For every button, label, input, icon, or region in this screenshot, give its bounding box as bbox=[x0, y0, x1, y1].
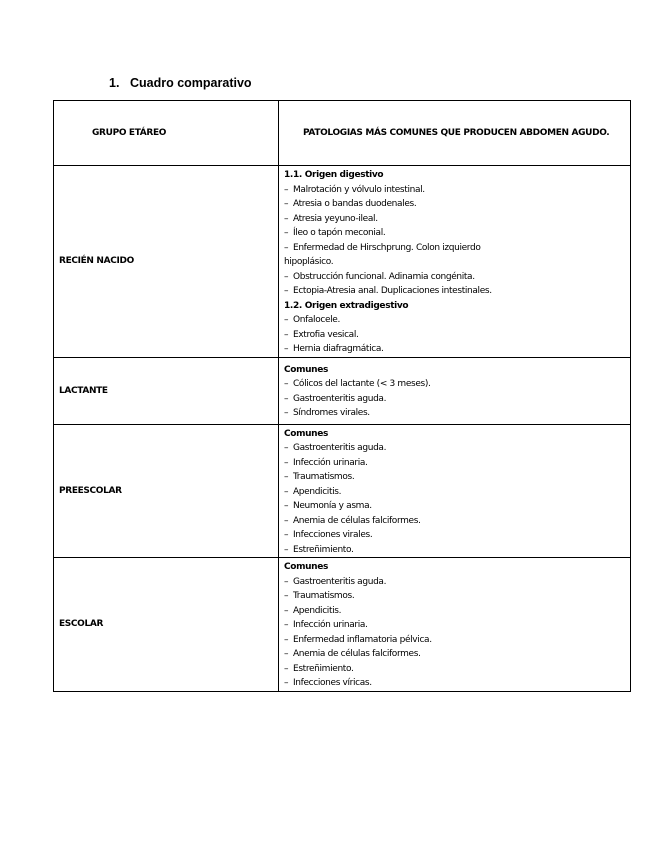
list-item-text: Anemia de células falciformes. bbox=[292, 515, 421, 526]
dash-bullet: – bbox=[283, 472, 289, 482]
age-group-cell: LACTANTE bbox=[54, 357, 279, 424]
subheading bbox=[284, 427, 627, 442]
list-item bbox=[284, 406, 627, 421]
list-item-text: Extrofia vesical. bbox=[292, 329, 359, 340]
dash-bullet: – bbox=[283, 271, 289, 282]
list-item bbox=[284, 197, 627, 212]
list-item-text: Comunes bbox=[283, 562, 328, 572]
dash-bullet: – bbox=[283, 620, 289, 630]
list-item bbox=[284, 662, 627, 677]
dash-bullet: – bbox=[283, 591, 289, 601]
subheading bbox=[284, 299, 627, 314]
list-item-text: Enfermedad inflamatoria pélvica. bbox=[292, 634, 432, 645]
list-item-text: 1.2. Origen extradigestivo bbox=[283, 300, 409, 311]
list-item bbox=[284, 676, 627, 691]
list-item bbox=[284, 241, 627, 256]
list-item bbox=[284, 528, 627, 543]
list-item-text: Traumatismos. bbox=[292, 591, 355, 601]
list-item bbox=[284, 499, 627, 514]
list-item-text: Comunes bbox=[283, 428, 328, 439]
list-item bbox=[284, 604, 627, 619]
table-row bbox=[54, 558, 631, 692]
table-row bbox=[54, 357, 631, 424]
section-title: Cuadro comparativo bbox=[130, 76, 252, 90]
dash-bullet: – bbox=[283, 199, 289, 209]
list-item-text: Atresia o bandas duodenales. bbox=[292, 199, 417, 209]
list-item-text: Íleo o tapón meconial. bbox=[292, 228, 386, 238]
list-item-text: Infección urinaria. bbox=[292, 620, 368, 630]
list-item-text: Ectopia-Atresia anal. Duplicaciones intestinales. bbox=[292, 286, 492, 296]
list-item bbox=[284, 470, 627, 485]
age-group-cell: ESCOLAR bbox=[54, 558, 279, 692]
list-item-text: Atresia yeyuno-ileal. bbox=[292, 213, 378, 224]
list-item bbox=[284, 226, 627, 241]
dash-bullet: – bbox=[283, 544, 289, 555]
list-item bbox=[284, 342, 627, 357]
list-item bbox=[284, 328, 627, 343]
list-item-text: Gastroenteritis aguda. bbox=[292, 393, 387, 404]
list-item-text: Obstrucción funcional. Adinamia congénita. bbox=[292, 271, 475, 282]
dash-bullet: – bbox=[283, 184, 289, 195]
section-heading bbox=[109, 76, 252, 90]
pathologies-cell bbox=[278, 357, 630, 424]
list-item-text: Gastroenteritis aguda. bbox=[292, 576, 387, 587]
dash-bullet: – bbox=[283, 457, 289, 468]
list-item bbox=[284, 514, 627, 529]
list-item-text: Cólicos del lactante (< 3 meses). bbox=[292, 379, 431, 389]
pathologies-cell bbox=[278, 424, 630, 558]
subheading bbox=[284, 168, 627, 183]
dash-bullet: – bbox=[283, 213, 289, 224]
list-item-text: Neumonía y asma. bbox=[292, 501, 372, 511]
list-item-text: Infecciones virales. bbox=[292, 530, 373, 540]
dash-bullet: – bbox=[283, 228, 289, 238]
pathologies-cell bbox=[278, 558, 630, 692]
dash-bullet: – bbox=[283, 605, 289, 616]
dash-bullet: – bbox=[283, 315, 289, 325]
header-pathologies-cell: PATOLOGIAS MÁS COMUNES QUE PRODUCEN ABDOMEN AGUDO. bbox=[278, 101, 630, 166]
list-item bbox=[284, 456, 627, 471]
table-header-row bbox=[54, 101, 631, 166]
dash-bullet: – bbox=[283, 329, 289, 340]
list-item bbox=[284, 284, 627, 299]
pathologies-cell bbox=[278, 166, 630, 358]
dash-bullet: – bbox=[283, 663, 289, 674]
list-item bbox=[284, 618, 627, 633]
list-item-text: Gastroenteritis aguda. bbox=[292, 443, 387, 453]
dash-bullet: – bbox=[283, 408, 289, 418]
list-item bbox=[284, 212, 627, 227]
list-item-text: Anemia de células falciformes. bbox=[292, 649, 421, 659]
dash-bullet: – bbox=[283, 379, 289, 389]
list-item-text: Hernia diafragmática. bbox=[292, 344, 384, 354]
list-item bbox=[284, 633, 627, 648]
list-item bbox=[284, 377, 627, 392]
section-number: 1. bbox=[109, 76, 120, 90]
header-group-cell: GRUPO ETÁREO bbox=[54, 101, 279, 166]
dash-bullet: – bbox=[283, 649, 289, 659]
dash-bullet: – bbox=[283, 286, 289, 296]
list-item-text: Onfalocele. bbox=[292, 315, 340, 325]
table-row bbox=[54, 424, 631, 558]
dash-bullet: – bbox=[283, 530, 289, 540]
dash-bullet: – bbox=[283, 678, 289, 688]
dash-bullet: – bbox=[283, 634, 289, 645]
list-item-text: Síndromes virales. bbox=[292, 408, 370, 418]
dash-bullet: – bbox=[283, 242, 289, 253]
dash-bullet: – bbox=[283, 501, 289, 511]
list-item-text: Enfermedad de Hirschprung. Colon izquierdo bbox=[292, 242, 481, 253]
list-item bbox=[284, 270, 627, 285]
list-item-text: Apendicitis. bbox=[292, 605, 342, 616]
list-item-text: Estreñimiento. bbox=[292, 663, 354, 674]
list-item bbox=[284, 575, 627, 590]
dash-bullet: – bbox=[283, 515, 289, 526]
comparison-table bbox=[53, 100, 631, 692]
list-item-text: Infecciones víricas. bbox=[292, 678, 372, 688]
list-item-text: hipoplásico. bbox=[283, 257, 334, 267]
subheading bbox=[284, 560, 627, 575]
list-item bbox=[284, 485, 627, 500]
dash-bullet: – bbox=[283, 344, 289, 354]
age-group-cell: PREESCOLAR bbox=[54, 424, 279, 558]
dash-bullet: – bbox=[283, 576, 289, 587]
dash-bullet: – bbox=[283, 443, 289, 453]
subheading bbox=[284, 363, 627, 378]
list-item bbox=[284, 255, 627, 270]
list-item-text: Apendicitis. bbox=[292, 486, 342, 497]
list-item-text: Malrotación y vólvulo intestinal. bbox=[292, 184, 425, 195]
list-item-text: Traumatismos. bbox=[292, 472, 355, 482]
list-item bbox=[284, 647, 627, 662]
list-item bbox=[284, 589, 627, 604]
list-item-text: 1.1. Origen digestivo bbox=[283, 170, 384, 180]
list-item bbox=[284, 543, 627, 558]
table-row bbox=[54, 166, 631, 358]
list-item bbox=[284, 183, 627, 198]
dash-bullet: – bbox=[283, 486, 289, 497]
age-group-cell: RECIÉN NACIDO bbox=[54, 166, 279, 358]
list-item-text: Estreñimiento. bbox=[292, 544, 354, 555]
list-item bbox=[284, 313, 627, 328]
list-item-text: Comunes bbox=[283, 364, 328, 375]
list-item bbox=[284, 441, 627, 456]
list-item-text: Infección urinaria. bbox=[292, 457, 368, 468]
dash-bullet: – bbox=[283, 393, 289, 404]
list-item bbox=[284, 392, 627, 407]
